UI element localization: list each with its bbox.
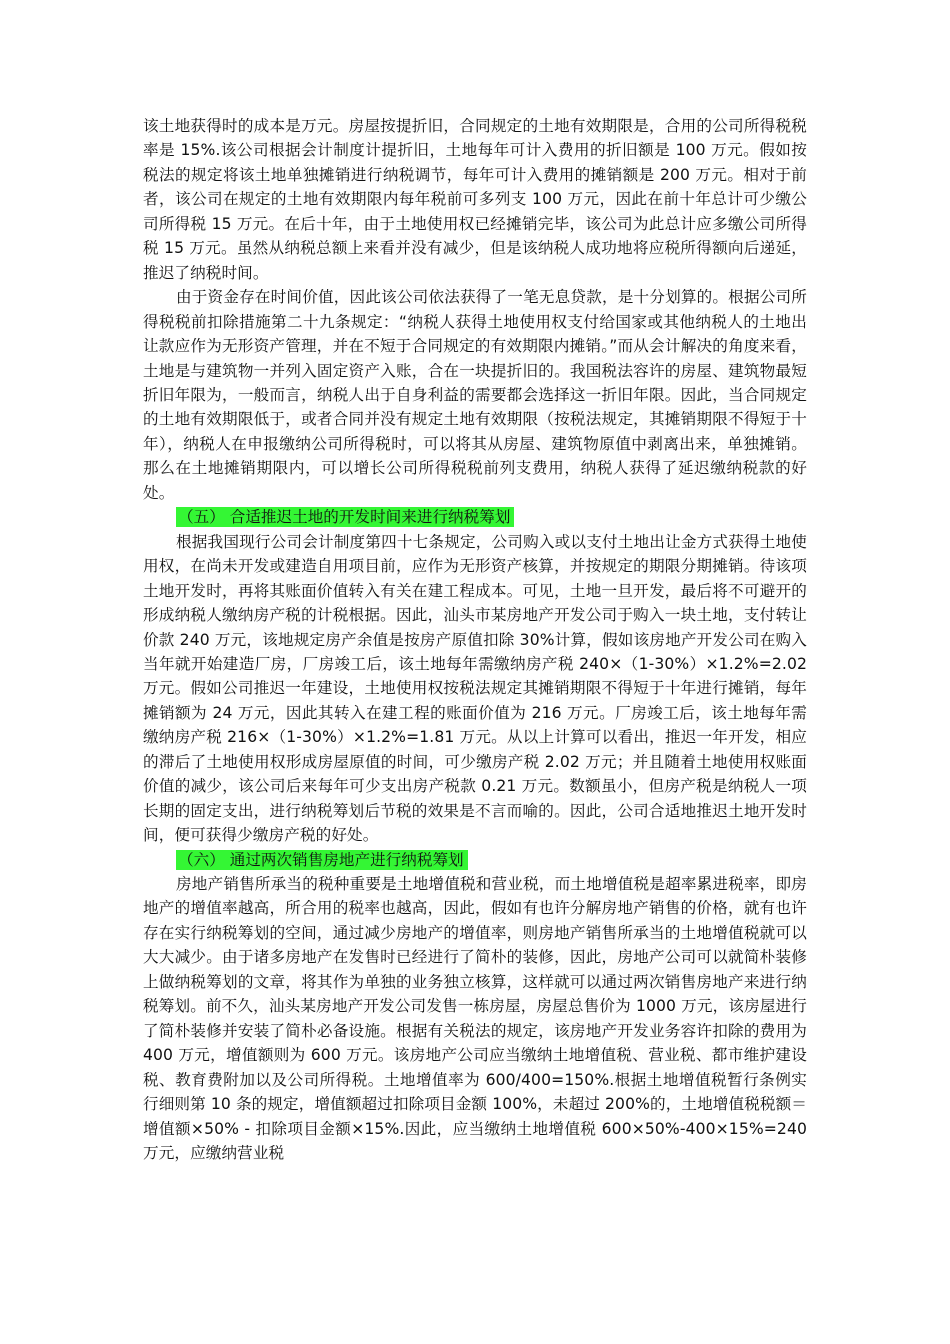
paragraph-two-sales: 房地产销售所承当的税种重要是土地增值税和营业税，而土地增值税是超率累进税率，即房地产的增值率越高，所合用的税率也越高，因此，假如有也许分解房地产销售的价格，就有也许存在实行纳税筹划的空间，通过减少房地产的增值率，则房地产销售所承当的土地增值税就可以大大减少。由于诸多房地产在发售时已经进行了简朴的装修，因此，房地产公司可以就简朴装修上做纳税筹划的文章，将其作为单独的业务独立核算，这样就可以通过两次销售房地产来进行纳税筹划。前不久，汕头某房地产开发公司发售一栋房屋，房屋总售价为 1000 万元，该房屋进行了简朴装修并安装了简朴必备设施。根据有关税法的规定，该房地产开发业务容许扣除的费用为 400 万元，增值额则为 600 万元。该房地产公司应当缴纳土地增值税、营业税、都市维护建设税、教育费附加以及公司所得税。土地增值率为 600/400=150%.根据土地增值税暂行条例实行细则第 10 条的规定，增值额超过扣除项目金额 100%，未超过 200%的，土地增值税税额＝增值额×50% - 扣除项目金额×15%.因此，应当缴纳土地增值税 600×50%-400×15%=240 万元，应缴纳营业税 — [143, 875, 807, 1162]
paragraph-time-value: 由于资金存在时间价值，因此该公司依法获得了一笔无息贷款，是十分划算的。根据公司所得税税前扣除措施第二十九条规定：“纳税人获得土地使用权支付给国家或其他纳税人的土地出让款应作为无形资产管理，并在不短于合同规定的有效期限内摊销。”而从会计解决的角度来看，土地是与建筑物一并列入固定资产入账，合在一块提折旧的。我国税法容许的房屋、建筑物最短折旧年限为，一般而言，纳税人出于自身利益的需要都会选择这一折旧年限。因此，当合同规定的土地有效期限低于，或者合同并没有规定土地有效期限（按税法规定，其摊销期限不得短于十年），纳税人在申报缴纳公司所得税时，可以将其从房屋、建筑物原值中剥离出来，单独摊销。那么在土地摊销期限内，可以增长公司所得税税前列支费用，纳税人获得了延迟缴纳税款的好处。 — [143, 288, 807, 502]
section-heading-6: （六） 通过两次销售房地产进行纳税筹划 — [176, 850, 468, 870]
paragraph-land-amortization: 该土地获得时的成本是万元。房屋按提折旧，合同规定的土地有效期限是，合用的公司所得税税率是 15%.该公司根据会计制度计提折旧，土地每年可计入费用的折旧额是 100 万元。假如按税法的规定将该土地单独摊销进行纳税调节，每年可计入费用的摊销额是 200 万元。相对于前者，该公司在规定的土地有效期限内每年税前可多列支 100 万元，因此在前十年总计可少缴公司所得税 15 万元。在后十年，由于土地使用权已经摊销完毕，该公司为此总计应多缴公司所得税 15 万元。虽然从纳税总额上来看并没有减少，但是该纳税人成功地将应税所得额向后递延，推迟了纳税时间。 — [143, 117, 807, 282]
document-page — [143, 114, 807, 1165]
paragraph-delay-development: 根据我国现行公司会计制度第四十七条规定，公司购入或以支付土地出让金方式获得土地使用权，在尚未开发或建造自用项目前，应作为无形资产核算，并按规定的期限分期摊销。待该项土地开发时，再将其账面价值转入有关在建工程成本。可见，土地一旦开发，最后将不可避开的形成纳税人缴纳房产税的计税根据。因此，汕头市某房地产开发公司于购入一块土地，支付转让价款 240 万元，该地规定房产余值是按房产原值扣除 30%计算，假如该房地产开发公司在购入当年就开始建造厂房，厂房竣工后，该土地每年需缴纳房产税 240×（1-30%）×1.2%=2.02 万元。假如公司推迟一年建设，土地使用权按税法规定其摊销期限不得短于十年进行摊销，每年摊销额为 24 万元，因此其转入在建工程的账面价值为 216 万元。厂房竣工后，该土地每年需缴纳房产税 216×（1-30%）×1.2%=1.81 万元。从以上计算可以看出，推迟一年开发，相应的滞后了土地使用权形成房屋原值的时间，可少缴房产税 2.02 万元；并且随着土地使用权账面价值的减少，该公司后来每年可少支出房产税款 0.21 万元。数额虽小，但房产税是纳税人一项长期的固定支出，进行纳税筹划后节税的效果是不言而喻的。因此，公司合适地推迟土地开发时间，便可获得少缴房产税的好处。 — [143, 532, 807, 845]
section-heading-5-row — [143, 505, 807, 529]
section-heading-6-row — [143, 848, 807, 872]
section-heading-5: （五） 合适推迟土地的开发时间来进行纳税筹划 — [176, 507, 514, 527]
